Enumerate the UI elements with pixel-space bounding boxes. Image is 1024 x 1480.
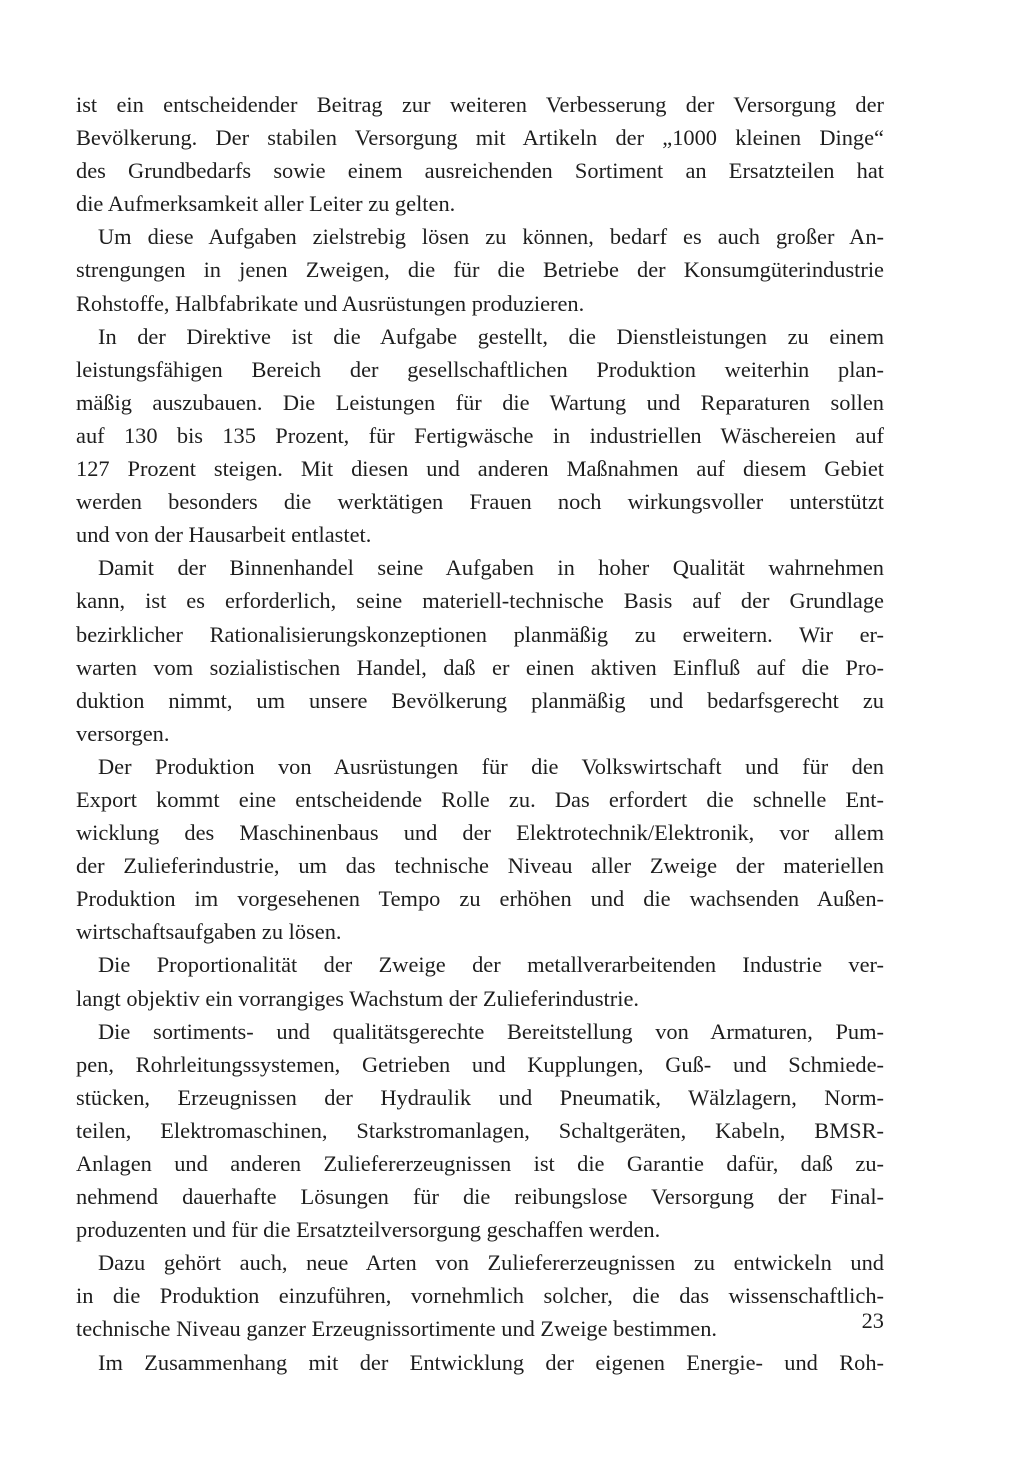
text-line: wicklung des Maschinenbaus und der Elektrotechnik/Elektronik, vor allem	[76, 820, 884, 846]
text-line: die Aufmerksamkeit aller Leiter zu gelten.	[76, 191, 456, 217]
text-line: teilen, Elektromaschinen, Starkstromanlagen, Schaltgeräten, Kabeln, BMSR-	[76, 1117, 884, 1143]
page-number: 23	[861, 1308, 884, 1333]
paragraph-first-line: Im Zusammenhang mit der Entwicklung der eigenen Energie- und Roh-	[98, 1349, 884, 1375]
paragraph-first-line: Der Produktion von Ausrüstungen für die Volkswirtschaft und für den	[98, 753, 884, 779]
paragraph-first-line: Dazu gehört auch, neue Arten von Zuliefererzeugnissen zu entwickeln und	[98, 1250, 884, 1276]
body-text	[76, 88, 884, 1379]
text-line: pen, Rohrleitungssystemen, Getrieben und Kupplungen, Guß- und Schmiede-	[76, 1051, 884, 1077]
text-line: produzenten und für die Ersatzteilversorgung geschaffen werden.	[76, 1217, 661, 1243]
paragraph-first-line: Die sortiments- und qualitätsgerechte Bereitstellung von Armaturen, Pum-	[98, 1018, 884, 1044]
text-line: Export kommt eine entscheidende Rolle zu. Das erfordert die schnelle Ent-	[76, 786, 884, 812]
text-line: Produktion im vorgesehenen Tempo zu erhöhen und die wachsenden Außen-	[76, 886, 884, 912]
text-line: mäßig auszubauen. Die Leistungen für die Wartung und Reparaturen sollen	[76, 389, 884, 415]
paragraph-first-line: In der Direktive ist die Aufgabe gestellt, die Dienstleistungen zu einem	[98, 323, 884, 349]
text-line: wirtschaftsaufgaben zu lösen.	[76, 919, 342, 945]
text-line: bezirklicher Rationalisierungskonzeptionen planmäßig zu erweitern. Wir er-	[76, 621, 884, 647]
text-line: 127 Prozent steigen. Mit diesen und anderen Maßnahmen auf diesem Gebiet	[76, 456, 884, 482]
paragraph-first-line: Damit der Binnenhandel seine Aufgaben in hoher Qualität wahrnehmen	[98, 555, 884, 581]
text-line: Rohstoffe, Halbfabrikate und Ausrüstungen produzieren.	[76, 290, 585, 316]
text-line: strengungen in jenen Zweigen, die für die Betriebe der Konsumgüterindustrie	[76, 257, 884, 283]
text-line: ist ein entscheidender Beitrag zur weiteren Verbesserung der Versorgung der	[76, 92, 884, 117]
text-line: Anlagen und anderen Zuliefererzeugnissen ist die Garantie dafür, daß zu-	[76, 1151, 884, 1176]
text-line: versorgen.	[76, 720, 170, 746]
text-line: und von der Hausarbeit entlastet.	[76, 522, 372, 548]
paragraph-first-line: Die Proportionalität der Zweige der metallverarbeitenden Industrie ver-	[98, 952, 884, 978]
text-line: stücken, Erzeugnissen der Hydraulik und Pneumatik, Wälzlagern, Norm-	[76, 1084, 884, 1110]
text-line: auf 130 bis 135 Prozent, für Fertigwäsche in industriellen Wäschereien auf	[76, 422, 884, 448]
text-line: der Zulieferindustrie, um das technische Niveau aller Zweige der materiellen	[76, 853, 884, 879]
text-line: technische Niveau ganzer Erzeugnissortimente und Zweige bestimmen.	[76, 1316, 718, 1342]
text-line: kann, ist es erforderlich, seine materiell-technische Basis auf der Grundlage	[76, 588, 884, 614]
text-line: langt objektiv ein vorrangiges Wachstum der Zulieferindustrie.	[76, 985, 639, 1011]
text-line: warten vom sozialistischen Handel, daß er einen aktiven Einfluß auf die Pro-	[76, 654, 884, 680]
text-line: duktion nimmt, um unsere Bevölkerung planmäßig und bedarfsgerecht zu	[76, 687, 884, 713]
text-line: nehmend dauerhafte Lösungen für die reibungslose Versorgung der Final-	[76, 1184, 884, 1210]
text-line: leistungsfähigen Bereich der gesellschaftlichen Produktion weiterhin plan-	[76, 356, 884, 382]
text-line: des Grundbedarfs sowie einem ausreichenden Sortiment an Ersatzteilen hat	[76, 158, 884, 184]
paragraph-first-line: Um diese Aufgaben zielstrebig lösen zu können, bedarf es auch großer An-	[98, 224, 884, 250]
text-line: werden besonders die werktätigen Frauen noch wirkungsvoller unterstützt	[76, 489, 884, 515]
text-line: in die Produktion einzuführen, vornehmlich solcher, die das wissenschaftlich-	[76, 1283, 884, 1309]
text-line: Bevölkerung. Der stabilen Versorgung mit Artikeln der „1000 kleinen Dinge“	[76, 125, 884, 151]
